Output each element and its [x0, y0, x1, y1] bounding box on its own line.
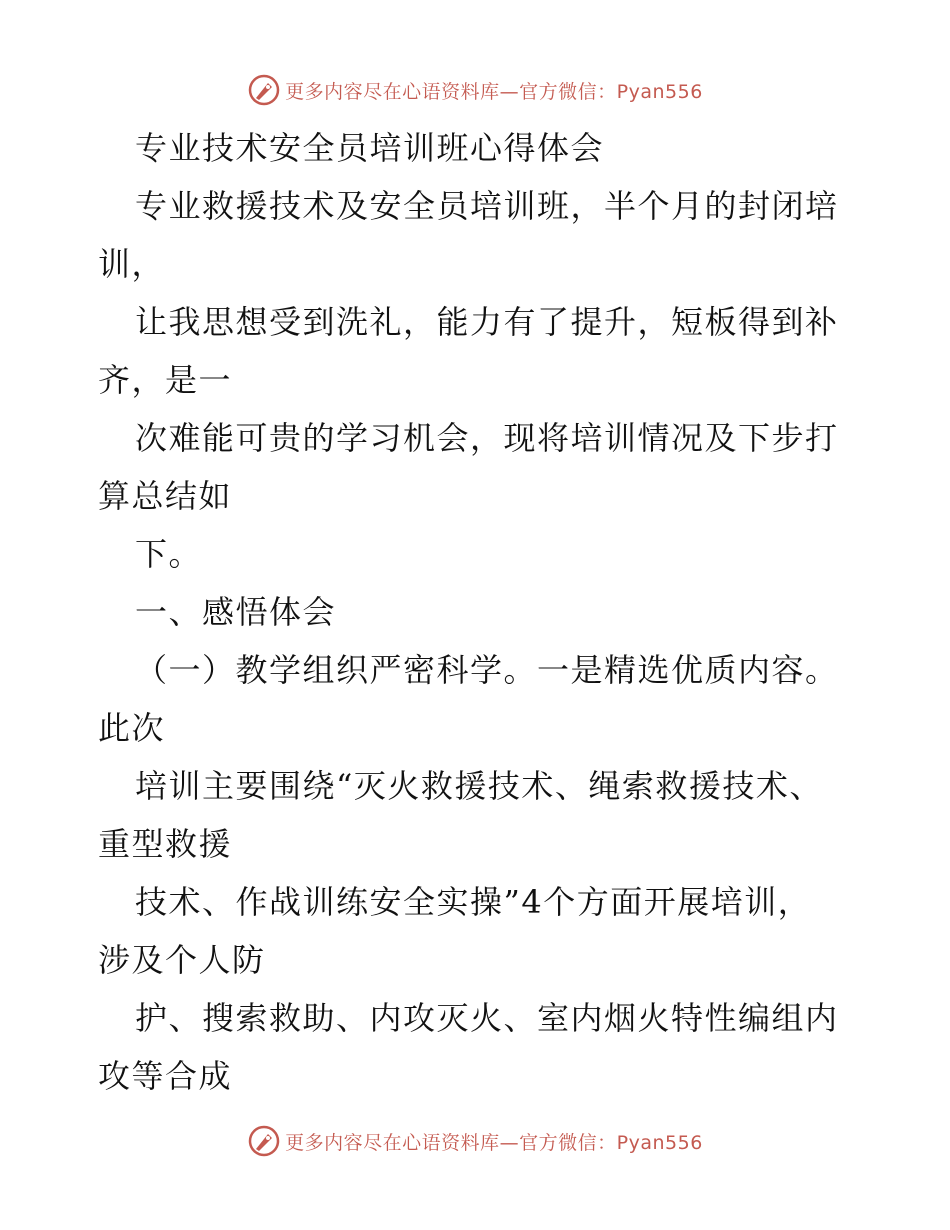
- text-line: 护、搜索救助、内攻灭火、室内烟火特性编组内: [135, 999, 839, 1037]
- watermark-text: 更多内容尽在心语资料库—官方微信：Pyan556: [285, 80, 703, 103]
- text-line: 齐，是一: [98, 361, 233, 399]
- text-line: 重型救援: [98, 825, 233, 863]
- text-line: 培训主要围绕“灭火救援技术、绳索救援技术、: [135, 767, 823, 805]
- text-line: 涉及个人防: [98, 941, 266, 979]
- pen-nib-logo-icon: [247, 1124, 281, 1158]
- text-line: 训，: [98, 245, 166, 283]
- text-line: 此次: [98, 709, 166, 747]
- header-watermark: [0, 70, 950, 110]
- footer-watermark: [0, 1121, 950, 1161]
- text-line: 攻等合成: [98, 1057, 233, 1095]
- pen-nib-logo-icon: [247, 73, 281, 107]
- text-line: 一、感悟体会: [135, 593, 337, 631]
- text-line: （一）教学组织严密科学。一是精选优质内容。: [135, 651, 839, 689]
- text-line: 下。: [135, 535, 203, 573]
- document-title: 专业技术安全员培训班心得体会: [135, 129, 605, 167]
- text-line: 技术、作战训练安全实操”4个方面开展培训，: [135, 883, 812, 921]
- text-line: 次难能可贵的学习机会，现将培训情况及下步打: [135, 419, 839, 457]
- text-line: 让我思想受到洗礼，能力有了提升，短板得到补: [135, 303, 839, 341]
- watermark-text: 更多内容尽在心语资料库—官方微信：Pyan556: [285, 1131, 703, 1154]
- document-body: [98, 119, 858, 1105]
- text-line: 专业救援技术及安全员培训班，半个月的封闭培: [135, 187, 839, 225]
- text-line: 算总结如: [98, 477, 233, 515]
